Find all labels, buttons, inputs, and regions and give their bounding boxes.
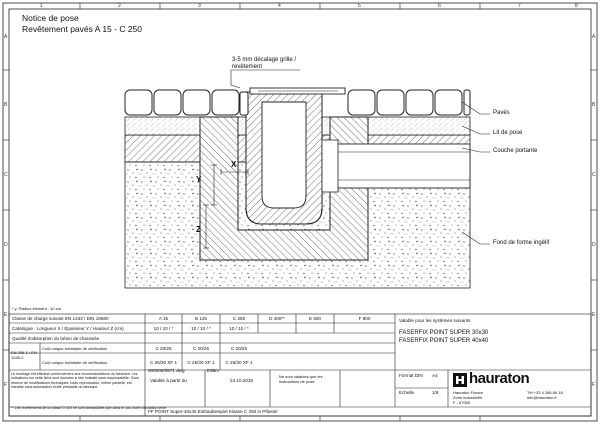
concrete-value-b125: 10 / 10 / * xyxy=(191,326,211,331)
label-paves: Pavés xyxy=(493,110,510,116)
classes-label: Classe de charge suivant EN 1433 / DIN 19580 xyxy=(12,316,109,321)
concrete-value-c250: 10 / 10 / * xyxy=(229,326,249,331)
valid-from-label: Valable à partir du xyxy=(150,378,187,383)
scale-value: 1/8 xyxy=(432,390,439,395)
dimension-y: Y xyxy=(196,175,202,184)
border-letter: A xyxy=(4,34,8,40)
class-b125: B 125 xyxy=(194,316,207,321)
general-notes: Le montage est effectué conformément aux recommandations du fabricant. Les indications sur cette fiche sont données à titre indicatif sans responsabilité. Sous réserve de modifications techniques, toute reproduction, même partielle, est interdite sans autorisation écrite préalable du fabricant. xyxy=(11,372,140,390)
quality-row-label: Qualité d'absorption du béton de chaussée xyxy=(12,336,100,341)
dimension-x: X xyxy=(231,160,237,169)
hauraton-logo-icon xyxy=(453,373,467,387)
company-address2: Zone industrielle xyxy=(453,395,483,400)
company-address1: Hauraton France xyxy=(453,390,484,395)
sub1-value-c250: C 20/25 xyxy=(230,346,248,351)
concrete-row-label: Catalogue : Longueur X / Épaisseur Y / Hauteur Z (cm) xyxy=(12,326,124,331)
sub2-value-c250: C 25/30 XF 1 xyxy=(225,360,253,365)
border-number: 7 xyxy=(518,3,521,9)
superseded-note: Ne sont valables que les instructions de pose xyxy=(279,374,323,384)
sub1-value-b125: C 20/25 xyxy=(192,346,210,351)
border-number: 4 xyxy=(278,3,281,9)
page-subtitle: Revêtement pavés A 15 - C 250 xyxy=(22,24,143,34)
dimension-z: Z xyxy=(196,225,201,234)
concrete-value-a15: 10 / 10 / * xyxy=(153,326,174,331)
border-number: 8 xyxy=(575,3,578,9)
border-letter: F xyxy=(592,382,596,388)
class-c250: C 250 xyxy=(232,316,246,321)
border-number: 5 xyxy=(358,3,361,9)
sub2-value-b125: C 25/30 XF 1 xyxy=(187,360,215,365)
system-30x30: FASERFIX POINT SUPER 30x30 xyxy=(399,330,489,336)
page-title: Notice de pose xyxy=(22,13,79,23)
border-letter: B xyxy=(4,102,8,108)
company-phone: Tél +33 4 266 66 18 xyxy=(527,390,563,395)
label-lit-de-pose: Lit de pose xyxy=(493,130,523,136)
class-a15: A 15 xyxy=(158,316,169,321)
border-letter: E xyxy=(592,312,596,318)
d400-footnote: ** Les revêtements de la classe D 400 ne sont admissibles que dans le cas d'une circulation lente xyxy=(11,406,167,410)
class-e600: E 600 xyxy=(308,316,321,321)
valid-systems-label: Valable pour les systèmes suivants xyxy=(399,318,471,323)
border-letter: A xyxy=(592,34,596,40)
company-email: info@hauraton.fr xyxy=(527,395,557,400)
pipe-socket xyxy=(322,140,338,192)
class-f900: F 900 xyxy=(358,316,371,321)
sub2-label: Coût unique forfaitaire de vérification xyxy=(42,360,108,365)
border-number: 2 xyxy=(118,3,121,9)
sub1-value-a15: C 20/25 xyxy=(155,346,172,351)
drawing-code: E98m xyxy=(207,368,220,373)
offset-note-cont: revêtement xyxy=(232,64,263,70)
paver-blocks-left xyxy=(125,90,248,115)
product-line: FF POINT Super-40x40 Einbaubeispiel Klasse C 250 in Pflaster xyxy=(148,409,278,414)
border-letter: D xyxy=(592,242,596,248)
border-letter: C xyxy=(4,172,8,178)
label-fond-de-forme: Fond de forme ingélif xyxy=(493,240,550,246)
standard-group-label: EN 206-1 / EN 1045-2 xyxy=(11,350,37,360)
format-label: Format DIN xyxy=(399,373,423,378)
radius-footnote: * y: Radius élément : 10 cm xyxy=(12,306,61,311)
system-40x40: FASERFIX POINT SUPER 40x40 xyxy=(399,338,489,344)
border-letter: C xyxy=(592,172,596,178)
drawing-number: 000000/0571 dwg xyxy=(148,368,185,373)
border-letter: B xyxy=(592,102,596,108)
paver-blocks-right xyxy=(348,90,470,115)
company-name: hauraton xyxy=(469,370,530,387)
border-number: 3 xyxy=(198,3,201,9)
company-address3: F - 67000 xyxy=(453,400,471,405)
valid-from-date: 24.10.2018 xyxy=(230,378,253,383)
channel-interior xyxy=(262,102,306,208)
offset-note: 3-5 mm décalage grille / xyxy=(232,57,297,63)
sub2-value-a15: C 25/30 XF 1 xyxy=(149,360,178,365)
border-letter: E xyxy=(4,312,8,318)
border-letter: F xyxy=(4,382,8,388)
format-value: A4 xyxy=(432,373,438,378)
border-letter: D xyxy=(4,242,8,248)
sub1-label: Coût unique forfaitaire de vérification xyxy=(42,346,108,351)
label-couche-portante: Couche portante xyxy=(493,148,538,154)
scale-label: Echelle xyxy=(399,390,415,395)
border-number: 6 xyxy=(438,3,441,9)
border-number: 1 xyxy=(40,3,43,9)
class-d400: D 400** xyxy=(269,316,285,321)
outlet-pipe xyxy=(336,144,470,188)
